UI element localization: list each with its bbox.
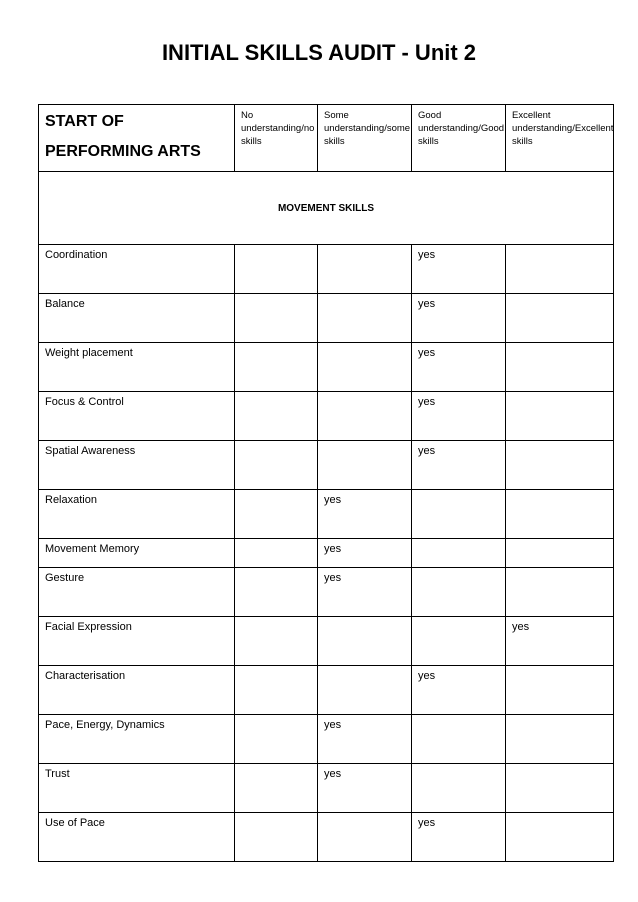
rating-cell-excellent [506,490,614,539]
rating-cell-no [235,343,318,392]
rating-cell-no [235,245,318,294]
skill-name: Facial Expression [39,617,235,666]
header-good-understanding: Good understanding/Good skills [412,105,506,172]
table-row [39,490,614,539]
rating-cell-excellent [506,343,614,392]
section-row [39,172,614,245]
table-row [39,245,614,294]
table-row [39,813,614,862]
table-row [39,392,614,441]
rating-cell-excellent [506,441,614,490]
rating-cell-no [235,539,318,568]
rating-cell-some [318,441,412,490]
rating-cell-excellent [506,245,614,294]
rating-cell-good: yes [412,392,506,441]
rating-cell-some: yes [318,764,412,813]
rating-cell-good [412,568,506,617]
rating-cell-excellent [506,764,614,813]
header-no-understanding: No understanding/no skills [235,105,318,172]
rating-cell-no [235,294,318,343]
rating-cell-excellent: yes [506,617,614,666]
rating-cell-good [412,715,506,764]
skill-name: Trust [39,764,235,813]
rating-cell-excellent [506,392,614,441]
rating-cell-excellent [506,568,614,617]
rating-cell-some [318,343,412,392]
rating-cell-good [412,617,506,666]
table-row [39,539,614,568]
rating-cell-some: yes [318,568,412,617]
page-title: INITIAL SKILLS AUDIT - Unit 2 [161,40,477,65]
rating-cell-some [318,245,412,294]
skill-name: Weight placement [39,343,235,392]
table-row [39,294,614,343]
rating-cell-some [318,294,412,343]
rating-cell-good: yes [412,666,506,715]
table-row [39,343,614,392]
skill-name: Focus & Control [39,392,235,441]
rating-cell-excellent [506,539,614,568]
table-row [39,715,614,764]
rating-cell-good: yes [412,245,506,294]
section-heading: MOVEMENT SKILLS [39,172,614,245]
rating-cell-no [235,813,318,862]
rating-cell-some [318,617,412,666]
header-row [39,105,614,172]
header-excellent-understanding: Excellent understanding/Excellent skills [506,105,614,172]
skill-name: Characterisation [39,666,235,715]
rating-cell-some: yes [318,715,412,764]
rating-cell-excellent [506,715,614,764]
rating-cell-no [235,617,318,666]
rating-cell-good: yes [412,294,506,343]
rating-cell-some: yes [318,490,412,539]
skill-name: Relaxation [39,490,235,539]
rating-cell-no [235,764,318,813]
rating-cell-good [412,539,506,568]
rating-cell-no [235,490,318,539]
rating-cell-no [235,441,318,490]
rating-cell-no [235,568,318,617]
rating-cell-good: yes [412,343,506,392]
rating-cell-no [235,666,318,715]
skill-name: Spatial Awareness [39,441,235,490]
skill-name: Movement Memory [39,539,235,568]
skill-name: Use of Pace [39,813,235,862]
skill-name: Pace, Energy, Dynamics [39,715,235,764]
skill-name: Balance [39,294,235,343]
rating-cell-good: yes [412,441,506,490]
table-row [39,764,614,813]
header-unit-title: START OF PERFORMING ARTS [39,105,235,172]
rating-cell-some [318,666,412,715]
rating-cell-no [235,715,318,764]
skills-audit-table [38,104,614,862]
rating-cell-no [235,392,318,441]
rating-cell-excellent [506,666,614,715]
rating-cell-good: yes [412,813,506,862]
rating-cell-some: yes [318,539,412,568]
table-row [39,617,614,666]
rating-cell-some [318,813,412,862]
rating-cell-excellent [506,294,614,343]
rating-cell-good [412,764,506,813]
skill-name: Coordination [39,245,235,294]
rating-cell-some [318,392,412,441]
rating-cell-excellent [506,813,614,862]
table-row [39,568,614,617]
header-some-understanding: Some understanding/some skills [318,105,412,172]
skill-name: Gesture [39,568,235,617]
table-row [39,441,614,490]
table-row [39,666,614,715]
rating-cell-good [412,490,506,539]
